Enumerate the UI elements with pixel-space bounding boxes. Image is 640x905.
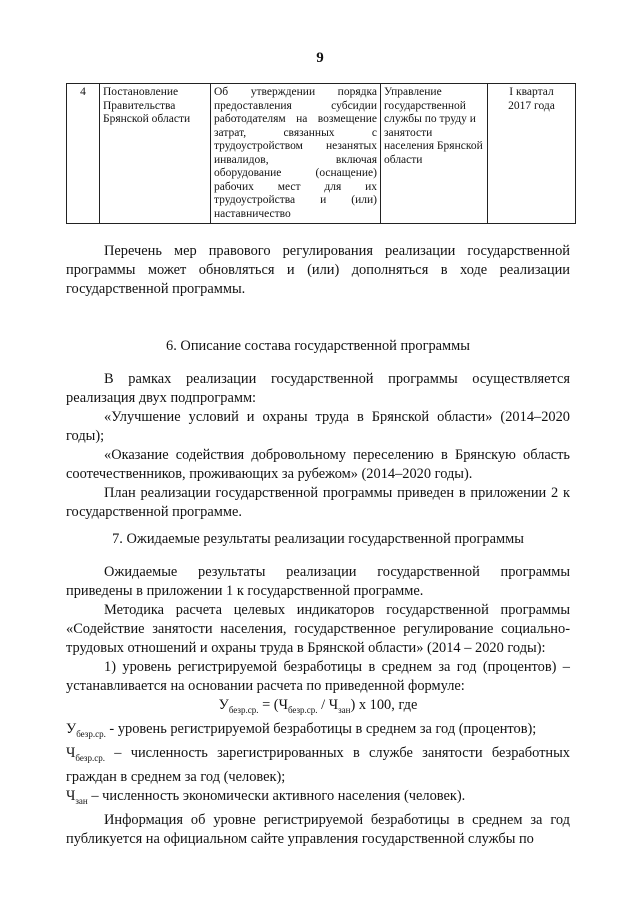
definition-ch-bezr: $Ч_{безр.ср.}$ – численность зарегистрированных в службе занятости безработных граждан в среднем за год (человек); — [66, 744, 570, 785]
row-number: 4 — [67, 84, 100, 224]
paragraph-info: Информация об уровне регистрируемой безработицы в среднем за год публикуется на официальном сайте управления государственной службы по — [66, 811, 570, 847]
item-1: 1) уровень регистрируемой безработицы в среднем за год (процентов) – устанавливается на основании расчета по приведенной формуле: — [66, 659, 570, 694]
paragraph-subprograms: В рамках реализации государственной программы осуществляется реализация двух подпрограмм: — [66, 371, 570, 406]
section-heading-6: 6. Описание состава государственной программы — [166, 338, 470, 354]
subprogram-2: «Оказание содействия добровольному переселению в Брянскую область соотечественников, проживающих за рубежом» (2014–2020 годы). — [66, 447, 570, 482]
paragraph-results: Ожидаемые результаты реализации государственной программы приведены в приложении 1 к государственной программе. — [66, 564, 570, 599]
document-type: Постановление Правительства Брянской области — [100, 84, 211, 224]
section-7 — [66, 530, 570, 849]
table-row — [67, 84, 576, 224]
document-title: Об утверждении порядка предоставления субсидии работодателям на возмещение затрат, связанных с трудоустройством незанятых инвалидов, включая оборудование (оснащение) рабочих мест для их трудоустройства и (или) наставничество — [211, 84, 381, 224]
definition-u: $У_{безр.ср.}$ - уровень регистрируемой безработицы в среднем за год (процентов); — [66, 720, 537, 739]
paragraph-method: Методика расчета целевых индикаторов государственной программы «Содействие занятости населения, государственное регулирование социально-трудовых отношений и охраны труда в Брянской области» (2014 – 2020 годы): — [66, 602, 570, 656]
section-6 — [66, 337, 570, 522]
page-number: 9 — [316, 50, 324, 66]
legal-measures-table — [66, 83, 576, 224]
definition-ch-zan: $Ч_{зан}$ – численность экономически активного населения (человек). — [66, 787, 466, 806]
deadline: I квартал 2017 года — [488, 84, 576, 224]
paragraph-list-update: Перечень мер правового регулирования реализации государственной программы может обновляться и (или) дополняться в ходе реализации государственной программы. — [66, 243, 570, 297]
section-heading-7: 7. Ожидаемые результаты реализации государственной программы — [112, 531, 524, 547]
unemployment-formula: $У_{безр.ср.} = (Ч_{безр.ср.} / Ч_{зан})$ х 100, где — [218, 697, 418, 715]
subprogram-1: «Улучшение условий и охраны труда в Брянской области» (2014–2020 годы); — [66, 409, 570, 444]
paragraph-plan: План реализации государственной программы приведен в приложении 2 к государственной программе. — [66, 485, 570, 520]
responsible-executor: Управление государственной службы по труду и занятости населения Брянской области — [381, 84, 488, 224]
